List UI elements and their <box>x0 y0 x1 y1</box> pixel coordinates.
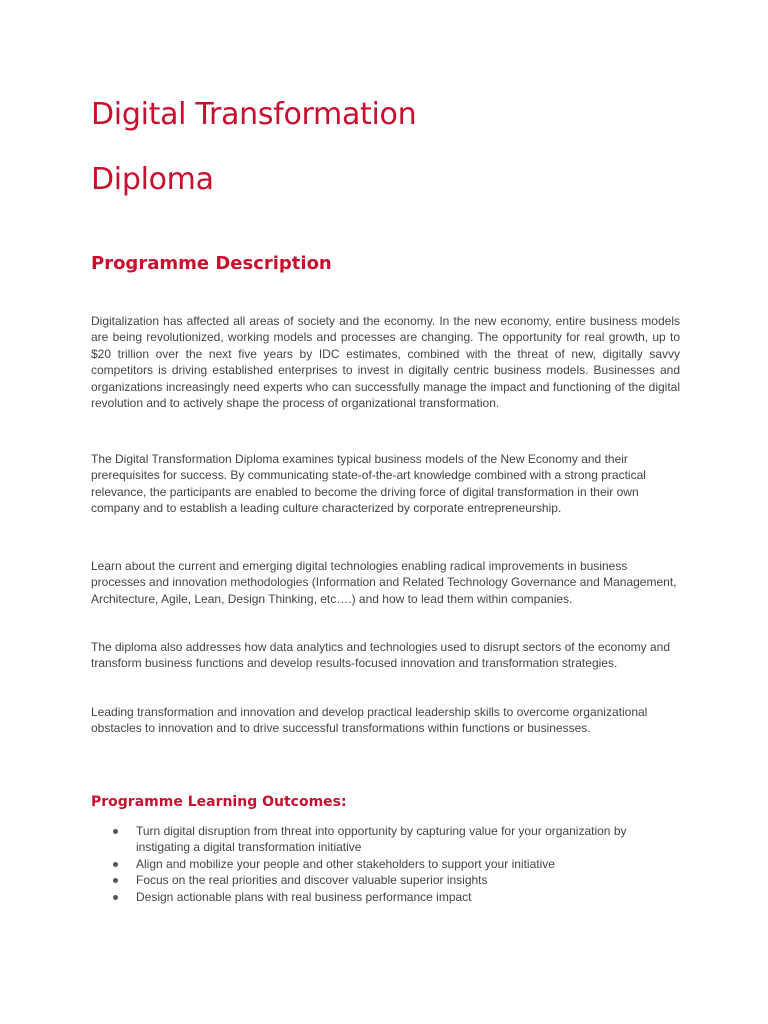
description-paragraph: The diploma also addresses how data analytics and technologies used to disrupt sectors of the economy and transform business functions and develop results-focused innovation and transformation strategies. <box>91 640 671 671</box>
page-title: Digital Transformation <box>91 97 417 132</box>
learning-outcomes-list <box>91 823 680 905</box>
description-paragraph: Leading transformation and innovation and develop practical leadership skills to overcome organizational obstacles to innovation and to drive successful transformations within functions or businesses. <box>91 705 648 736</box>
learning-outcomes-heading: Programme Learning Outcomes: <box>91 794 347 810</box>
bullet-icon <box>113 895 118 900</box>
list-item <box>91 856 680 872</box>
list-item <box>91 872 680 888</box>
description-paragraph: Learn about the current and emerging digital technologies enabling radical improvements in business processes and innovation methodologies (Information and Related Technology Governance and Management, Architecture, Agile, Lean, Design Thinking, etc….) and how to lead them within companies. <box>91 559 677 606</box>
bullet-icon <box>113 829 118 834</box>
list-item-text: Turn digital disruption from threat into opportunity by capturing value for your organization by instigating a digital transformation initiative <box>136 824 627 855</box>
list-item-text: Align and mobilize your people and other stakeholders to support your initiative <box>136 856 555 871</box>
programme-description-heading: Programme Description <box>91 253 332 274</box>
bullet-icon <box>113 878 118 883</box>
description-paragraph: The Digital Transformation Diploma examines typical business models of the New Economy and their prerequisites for success. By communicating state-of-the-art knowledge combined with a strong practical relevance, the participants are enabled to become the driving force of digital transformation in their own company and to establish a leading culture characterized by corporate entrepreneurship. <box>91 452 646 516</box>
list-item-text: Design actionable plans with real business performance impact <box>136 889 472 904</box>
list-item-text: Focus on the real priorities and discover valuable superior insights <box>136 873 488 888</box>
page-title-subtitle: Diploma <box>91 162 214 197</box>
bullet-icon <box>113 862 118 867</box>
description-paragraph: Digitalization has affected all areas of society and the economy. In the new economy, entire business models are being revolutionized, working models and processes are changing. The opportunity for real growth, up to $20 trillion over the next five years by IDC estimates, combined with the threat of new, digitally savvy competitors is driving established enterprises to invest in digitally centric business models. Businesses and organizations increasingly need experts who can successfully manage the impact and functioning of the digital revolution and to actively shape the process of organizational transformation. <box>91 314 680 411</box>
list-item <box>91 889 680 905</box>
list-item <box>91 823 680 856</box>
